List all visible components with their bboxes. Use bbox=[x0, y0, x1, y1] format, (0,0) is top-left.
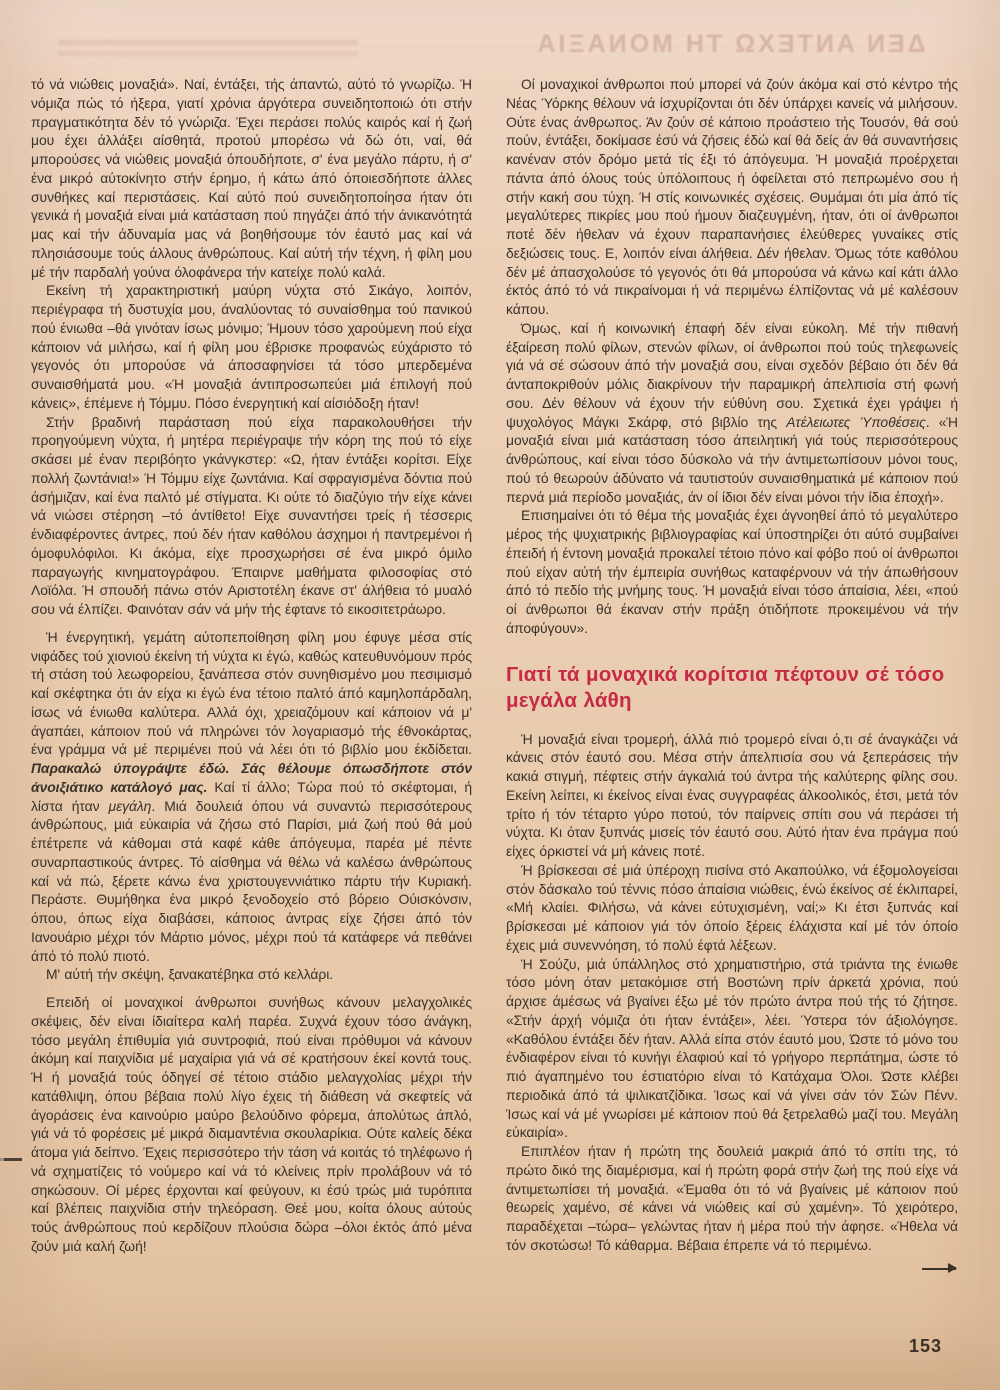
body-text-segment: Καί τί άλλο; Τώρα πού τό σκέφτομαι, ή λίστα ήταν bbox=[31, 778, 472, 814]
body-paragraph: Στήν βραδινή παράσταση πού είχα παρακολουθήσει τήν προηγούμενη νύχτα, ή μητέρα περιέγραψε τήν κόρη της πού τό είχε σκάσει μέ έναν περιβόητο γκάνγκστερ: «Ω, ήταν έντάξει κορίτσι. Είχε πολλή ζωντάνια!» Ή Τόμμυ είχε ζωντάνια. Καί σφραγισμένα δόντια πού άσήμιζαν, καί ένα παλτό μέ στίγματα. Κι ούτε τό διαζύγιο τήν είχε κάνει νά νιώσει στέρηση –τό άντίθετο! Είχε συναντήσει τρείς ή τέσσερις ένδιαφέροντες άντρες, πού δέν ήταν καθόλου άσχημοι ή παντρεμένοι ή όμοφυλόφιλοι. Κι άκόμα, είχε προσχωρήσει σέ ένα μικρό όμιλο παραγωγής κινηματογράφου. Έπαιρνε μαθήματα φιλοσοφίας στό Λοϊόλα. Ή σπουδή πάνω στόν Αριστοτέλη έκανε στ' άλήθεια τό μυαλό σου νά έλπίζει. Φαινόταν σάν νά μήν τής έφτανε τό εικοσιτετράωρο. bbox=[31, 413, 472, 617]
body-paragraph: τό νά νιώθεις μοναξιά». Ναί, έντάξει, τής άπαντώ, αύτό τό γνωρίζω. Ή νόμιζα πώς τό ήξερα, γιατί χρόνια άργότερα συνειδητοποιώ ότι στήν πραγματικότητα δέν τό γνώριζα. Έχει περάσει πολύς καιρός καί ή ζωή μου έχει άλλάξει αίσθητά, προτού μπορέσω νά δώ ότι, ναί, θά μπορούσες νά νιώθεις μοναξιά όπουδήποτε, σ' ένα μεγάλο πάρτυ, ή σ' ένα μικρό αύτοκίνητο στήν έρημο, ή κάτω άπό όποιεσδήποτε άλλες συνθήκες καί περιστάσεις. Καί αύτό πού συνειδητοποίησα ήταν ότι γενικά ή μοναξιά είναι μιά κατάσταση πού πηγάζει άπό τήν άνικανότητά μας καί τήν άδυναμία μας νά βοηθήσουμε τόν έαυτό μας καί νά πλησιάσουμε τούς άλλους άνθρώπους. Καί αύτή τήν τέχνη, ή φίλη μου μέ τήν παρδαλή γούνα όλοφάνερα τήν κατείχε πολύ καλά. bbox=[31, 76, 472, 280]
body-paragraph bbox=[506, 319, 958, 507]
body-paragraph: Ή μοναξιά είναι τρομερή, άλλά πιό τρομερό είναι ό,τι σέ άναγκάζει νά κάνεις στόν έαυτό σου. Μέσα στήν άπελπισία σου νά ξεπεράσεις τήν κακιά στιγμή, πέφτεις στήν άγκαλιά τού άντρα τής καλύτερης φίλης σου. Εκείνη λείπει, κι έκείνος είναι ένας συγγραφέας άλκοολικός, έτσι, μετά τόν τρίτο ή τόν τέταρτο γύρο ποτού, τόν παίρνεις σπίτι σου νά περάσει τή νύχτα. Κι όταν ξυπνάς μισείς τόν έαυτό σου. Αύτό ήταν ένα πράγμα πού είχες όρκιστεί νά μή κάνεις ποτέ. bbox=[506, 730, 958, 859]
body-paragraph: Οί μοναχικοί άνθρωποι πού μπορεί νά ζούν άκόμα καί στό κέντρο τής Νέας Ύόρκης θέλουν νά ίσχυρίζονται ότι δέν ύπάρχει κανείς νά μιλήσουν. Ούτε ένας άνθρωπος. Άν ζούν σέ κάποιο προάστειο τής Τουσόν, θά σού πούν, έντάξει, δοκίμασε έσύ νά ζήσεις έδώ καί θά δείς άν θά συναντήσεις κανέναν στόν δρόμο μετά τίς έξι τό άπόγευμα. Ή μοναξιά προέρχεται πάντα άπό όλους τούς ύπόλοιπους ή όφείλεται στό πεπρωμένο σου ή στήν κακή σου τύχη. Ή στίς κοινωνικές σχέσεις. Θυμάμαι ότι μία άπό τίς μεγαλύτερες πικρίες μου πού ήμουν διαζευγμένη, ήταν, ότι οί άνθρωποι ποτέ δέν ήθελαν νά έχουν παραπανήσιες έλεύθερες γυναίκες στίς δεξιώσεις τους. Ε, λοιπόν είναι άλήθεια. Δέν ήθελαν. Όμως τότε καθόλου δέν μέ άπασχολούσε τό γεγονός ότι θά μπορούσα νά κάνω καί κάτι άλλο έκτός άπό τό νά πικραίνομαι ή νά περιμένω έλπίζοντας νά μέ καλέσουν κάπου. bbox=[506, 76, 958, 317]
body-text-segment: Όμως, καί ή κοινωνική έπαφή δέν είναι εύκολη. Μέ τήν πιθανή έξαίρεση πολύ φίλων, στενών φίλων, οί άνθρωποι πού τούς τηλεφωνείς γιά νά σέ σώσουν άπό τήν μοναξιά σου, είναι σχεδόν βέβαιο ότι δέν θά άνταποκριθούν μόλις διακρίνουν τήν παραμικρή άπελπισία στή φωνή σου. Δέν θέλουν νά έχουν τήν εύθύνη σου. Σχετικά έχει γράψει ή ψυχολόγος Μάγκι Σκάρφ, στό βιβλίο της bbox=[506, 319, 958, 430]
italic-phrase: Παρακαλώ ύπογράψτε έδώ. Σάς θέλουμε όπωσδήποτε στόν άνοιξιάτικο κατάλογό μας. bbox=[31, 760, 472, 795]
body-text-segment: . «Ή μοναξιά είναι μιά κατάσταση τόσο άπειλητική γιά τούς περισσότερους άνθρώπους, καί είναι τόσο δύσκολο νά τήν άντιμετωπίσουν μόνοι τους, πού τό θεωρούν άδύνατο νά ταυτιστούν συναισθηματικά μέ κάποιον πού περνά μιά περίοδο μοναξιάς, άν οί ίδιοι δέν είναι μόνοι τήν ίδια έποχή». bbox=[506, 413, 958, 505]
body-paragraph: Ή Σούζυ, μιά ύπάλληλος στό χρηματιστήριο, στά τριάντα της ένιωθε τόσο μόνη όταν μετακόμισε στή Βοστώνη πρίν άρκετά χρόνια, πού άρχισε άμέσως νά βγαίνει έξω μέ τόν πρώτο άντρα πού τής τό ζήτησε. «Στήν άρχή νόμιζα ότι ήταν έντάξει», λέει. Ύστερα τόν άξιολόγησε. «Καθόλου έντάξει δέν ήταν. Αλλά είπα στόν έαυτό μου, Ώστε τό μόνο του ένδιαφέρον είναι τό κυνήγι έλαφιού καί τό γρήγορο περπάτημα, ώστε τό πιό άγαπημένο του έστιατόριο είναι τό Κατάχαμα Όλοι. Ώστε κλέβει περιοδικά άπό τά ψιλικατζίδικα. Ίσως καί νά γίνει σάν τόν Σών Πένν. Ίσως καί νά μέ γνωρίσει μέ κάποιον πού θά ξετρελαθώ μαζί του. Μεγάλη εύκαιρία». bbox=[506, 955, 958, 1141]
body-paragraph bbox=[31, 628, 472, 966]
body-text-segment: Ή ένεργητική, γεμάτη αύτοπεποίθηση φίλη μου έφυγε μέσα στίς νιφάδες τού χιονιού έκείνη τή νύχτα κι έγώ, καθώς κατευθυνόμουν πρός τή στάση τού λεωφορείου, ξανάπεσα στόν συνηθισμένο μου πεσιμισμό καί σκέφτηκα ότι άν είχα κι έγώ ένα τέτοιο παλτό άπό καμηλοπάρδαλη, ίσως νά ένιωθα καλύτερα. Αλλά όχι, χρειαζόμουν καί κάποιον νά μ' άγαπάει, κάποιον πού νά πληρώνει τόν λογαριασμό τής έθνοκάρτας, ένα γράμμα νά μέ περιμένει πού νά λέει ότι τό βιβλίο μου έκδίδεται. bbox=[31, 628, 472, 758]
body-paragraph: Επιπλέον ήταν ή πρώτη της δουλειά μακριά άπό τό σπίτι της, τό πρώτο δικό της διαμέρισμα, καί ή πρώτη φορά στήν ζωή της πού είχε νά άντιμετωπίσει τή μοναξιά. «Έμαθα ότι τό νά βγαίνεις μέ κάποιον πού θεωρείς χαμένο, σέ κάνει νά νιώθεις καί σύ χαμένη». Τό χειρότερο, παραδέχεται –τώρα– γελώντας ήταν ή μέρα πού τήν άφησε. «Ήθελα νά τόν σκοτώσω! Τό κάθαρμα. Βέβαια έπρεπε νά τό περιμένω. bbox=[506, 1143, 958, 1253]
italic-word: μεγάλη bbox=[108, 797, 152, 814]
book-title-italic: Ατέλειωτες Ύποθέσεις bbox=[786, 413, 926, 430]
left-column bbox=[31, 75, 472, 1256]
body-paragraph: Ή βρίσκεσαι σέ μιά ύπέροχη πισίνα στό Ακαπούλκο, νά έξομολογείσαι στόν δάσκαλο τού τέννις πόσο άπαίσια νιώθεις, ένώ έκείνος σέ έκλιπαρεί, «Μή κλαίει. Φιλήσω, νά κάνει εύτυχισμένη, ναί;» Κι έτσι ξυπνάς καί βρίσκεσαι μέ κάποιον γιά τόν όποίο ξέρεις έλάχιστα καί μέ τόν όποίο έχεις μιά συνεννόηση, τό πολύ έφτά λέξεων. bbox=[506, 861, 958, 953]
body-paragraph: Επειδή οί μοναχικοί άνθρωποι συνήθως κάνουν μελαγχολικές σκέψεις, δέν είναι ίδιαίτερα καλή παρέα. Συχνά έχουν τόσο άνάγκη, τόσο μεγάλη έπιθυμία γιά συντροφιά, πού είναι πρόθυμοι νά κάνουν άκόμη καί παιχνίδια μέ μαχαίρια γιά νά σέ κρατήσουν έκεί κοντά τους. Ή ή μοναξιά τούς όδηγεί σέ τέτοιο στάδιο μελαγχολίας μέχρι τήν κατάθλιψη, όπου βέβαια πολύ λίγο έχεις τή διάθεση νά σκεφτείς νά άγοράσεις ένα καινούριο μαύρο βελούδινο φόρεμα, άπολύτως άπλό, γιά νά τό φορέσεις μέ μικρά διαμαντένια σκουλαρίκια. Ούτε καλείς δέκα άτομα γιά δείπνο. Έχεις περισσότερο τήν τάση νά κοιτάς τό τηλέφωνο ή νά σχηματίζεις τό νούμερο καί νά τό κλείνεις πρίν προλάβουν νά τό σηκώσουν. Οί μέρες έρχονται καί φεύγουν, κι έσύ τρώς μιά τυρόπιτα καί βλέπεις παιχνίδια στήν τηλεόραση. Θεέ μου, κοίτα όλους αύτούς τούς άνθρώπους πού κερδίζουν πλούσια δώρα –όλοι έκτός άπό μένα ζούν μιά καλή ζωή! bbox=[31, 994, 472, 1254]
continuation-arrow-row bbox=[506, 1259, 958, 1273]
margin-mark bbox=[4, 1158, 22, 1161]
section-heading: Γιατί τά μοναχικά κορίτσια πέφτουν σέ τόσο μεγάλα λάθη bbox=[506, 662, 945, 712]
continuation-arrow-icon bbox=[922, 1268, 956, 1271]
page-number: 153 bbox=[908, 1336, 942, 1356]
body-paragraph: Εκείνη τή χαρακτηριστική μαύρη νύχτα στό Σικάγο, λοιπόν, περιέγραφα τή δυστυχία μου, άναλύοντας τό συναίσθημα τού πανικού πού ένιωθα –θά γινόταν ίσως μόνιμο; Ήμουν τόσο χαρούμενη πού είχα κάποιον νά μιλήσω, καί ή φίλη μου έβρισκε προφανώς εύχάριστο τό γεγονός ότι μπορούσε νά άποσαφηνίσει τά τόσο μπερδεμένα συναισθήματά μου. «Ή μοναξιά άντιπροσωπεύει μιά έπιλογή πού κάνεις», έπέμενε ή Τόμμυ. Πόσο ένεργητική καί αίσιόδοξη ήταν! bbox=[31, 282, 472, 411]
right-column bbox=[506, 75, 958, 1273]
bleed-through-smudge bbox=[58, 36, 358, 66]
bleed-through-title: ΔΕΝ ΑΝΤΕΧΩ ΤΗ ΜΟΝΑΞΙΑ bbox=[534, 30, 926, 58]
body-text-segment: . Μιά δουλειά όπου νά συναντώ περισσότερους άνθρώπους, μιά εύκαιρία νά ζήσω στό Παρίσι, μιά ζωή πού θά μού έπέτρεπε νά κάθομαι στά καφέ κάθε άπόγευμα, παρέα μέ πέντε συναρπαστικούς άντρες. Τό αίσθημα νά θέλω νά καλέσω άνθρώπους καί νά πώ, ξέρετε κάνω ένα χριστουγεννιάτικο πάρτυ τήν Κυριακή. Περάστε. Θυμήθηκα ένα μικρό ξενοδοχείο στό βόρειο Ούισκόνσιν, όπου, όπως είχα διαβάσει, κάποιος άντρας είχε ζήσει άπό τόν Ιανουάριο μέχρι τόν Μάρτιο μόνος, μέχρι πού τά κατάφερε νά πεθάνει άπό τό πολύ πιοτό. bbox=[31, 797, 472, 964]
body-paragraph: Επισημαίνει ότι τό θέμα τής μοναξιάς έχει άγνοηθεί άπό τό μεγαλύτερο μέρος τής ψυχιατρικής βιβλιογραφίας καί ύποστηρίζει ότι αύτό συμβαίνει έπειδή ή έντονη μοναξιά προκαλεί τέτοιο πόνο καί φόβο πού οί άνθρωποι πού είχαν αύτή τήν έμπειρία συνήθως καταφέρνουν νά τήν άπωθήσουν άπό τό πεδίο τής μνήμης τους. Ή μοναξιά είναι τόσο άπαίσια, λέει, «πού οί άνθρωποι θά έκαναν στήν πράξη ότιδήποτε προκειμένου νά τήν άποφύγουν». bbox=[506, 507, 958, 636]
body-paragraph: Μ' αύτή τήν σκέψη, ξανακατέβηκα στό κελλάρι. bbox=[46, 966, 334, 983]
